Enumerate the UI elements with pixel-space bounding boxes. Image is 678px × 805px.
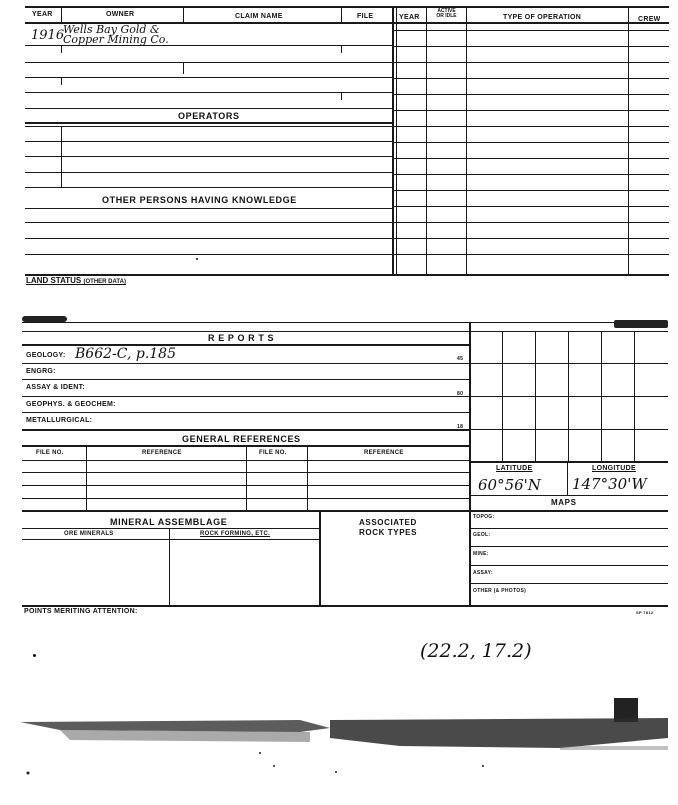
latitude-label: LATITUDE [496, 465, 533, 472]
ops-header-type: TYPE OF OPERATION [503, 14, 582, 21]
col-header-file: FILE [357, 13, 374, 20]
maps-assay: ASSAY: [473, 570, 493, 576]
report-metallurgical-label: METALLURGICAL: [26, 417, 93, 424]
ops-header-active: ACTIVE [437, 8, 456, 14]
report-assay-code: 80 [457, 391, 464, 397]
ore-minerals-label: ORE MINERALS [64, 531, 114, 537]
form-number: SP 7812 [636, 610, 654, 615]
longitude-value: 147°30'W [572, 475, 647, 493]
stray-dot [33, 654, 36, 657]
grid-coordinates-note: (22.2, 17.2) [420, 640, 532, 662]
ops-header-year: YEAR [399, 14, 420, 21]
ops-header-crew: CREW [638, 16, 661, 23]
maps-title: MAPS [551, 498, 577, 507]
gref-col-file-2: FILE NO. [259, 450, 287, 456]
report-engrg-label: ENGRG: [26, 368, 56, 375]
points-meriting-attention-label: POINTS MERITING ATTENTION: [24, 608, 138, 615]
associated-rock-types-line1: ASSOCIATED [359, 518, 417, 527]
report-geophys-label: GEOPHYS. & GEOCHEM: [26, 401, 116, 408]
rock-forming-label: ROCK FORMING, ETC. [200, 531, 271, 537]
col-header-owner: OWNER [106, 11, 135, 18]
mineral-assemblage-title: MINERAL ASSEMBLAGE [110, 517, 228, 527]
report-metallurgical-code: 18 [457, 424, 464, 430]
report-geology-code: 45 [457, 356, 464, 362]
stray-dot [196, 258, 198, 260]
associated-rock-types-line2: ROCK TYPES [359, 528, 418, 537]
ops-header-idle: OR IDLE [436, 13, 457, 19]
claim-owner-entry-line2: Copper Mining Co. [63, 33, 169, 46]
other-persons-label: OTHER PERSONS HAVING KNOWLEDGE [102, 195, 297, 205]
col-header-claim-name: CLAIM NAME [235, 13, 283, 20]
claim-year-entry: 1916 [31, 28, 65, 43]
report-geology-value: B662-C, p.185 [75, 346, 176, 362]
report-assay-label: ASSAY & IDENT: [26, 384, 86, 391]
col-header-year: YEAR [32, 11, 53, 18]
scan-smudge-top-right [614, 320, 668, 328]
gref-col-file-1: FILE NO. [36, 450, 64, 456]
gref-col-ref-2: REFERENCE [364, 450, 404, 456]
land-status-sublabel: (OTHER DATA) [83, 279, 126, 285]
general-references-title: GENERAL REFERENCES [182, 434, 301, 444]
maps-other: OTHER (& PHOTOS) [473, 588, 527, 594]
ops-header-active-idle [427, 9, 466, 19]
latitude-value: 60°56'N [478, 476, 541, 494]
report-geology-label: GEOLOGY: [26, 352, 66, 359]
longitude-label: LONGITUDE [592, 465, 636, 472]
maps-topog: TOPOG: [473, 514, 495, 520]
land-status-label: LAND STATUS [26, 276, 82, 285]
maps-mine: MINE: [473, 551, 489, 557]
maps-geol: GEOL: [473, 532, 491, 538]
operators-label: OPERATORS [178, 111, 240, 121]
scan-noise-band [0, 690, 678, 800]
reports-title: R E P O R T S [208, 333, 275, 343]
gref-col-ref-1: REFERENCE [142, 450, 182, 456]
claim-owner-entry-line1: Wells Bay Gold & [63, 23, 160, 36]
land-status [26, 276, 126, 285]
